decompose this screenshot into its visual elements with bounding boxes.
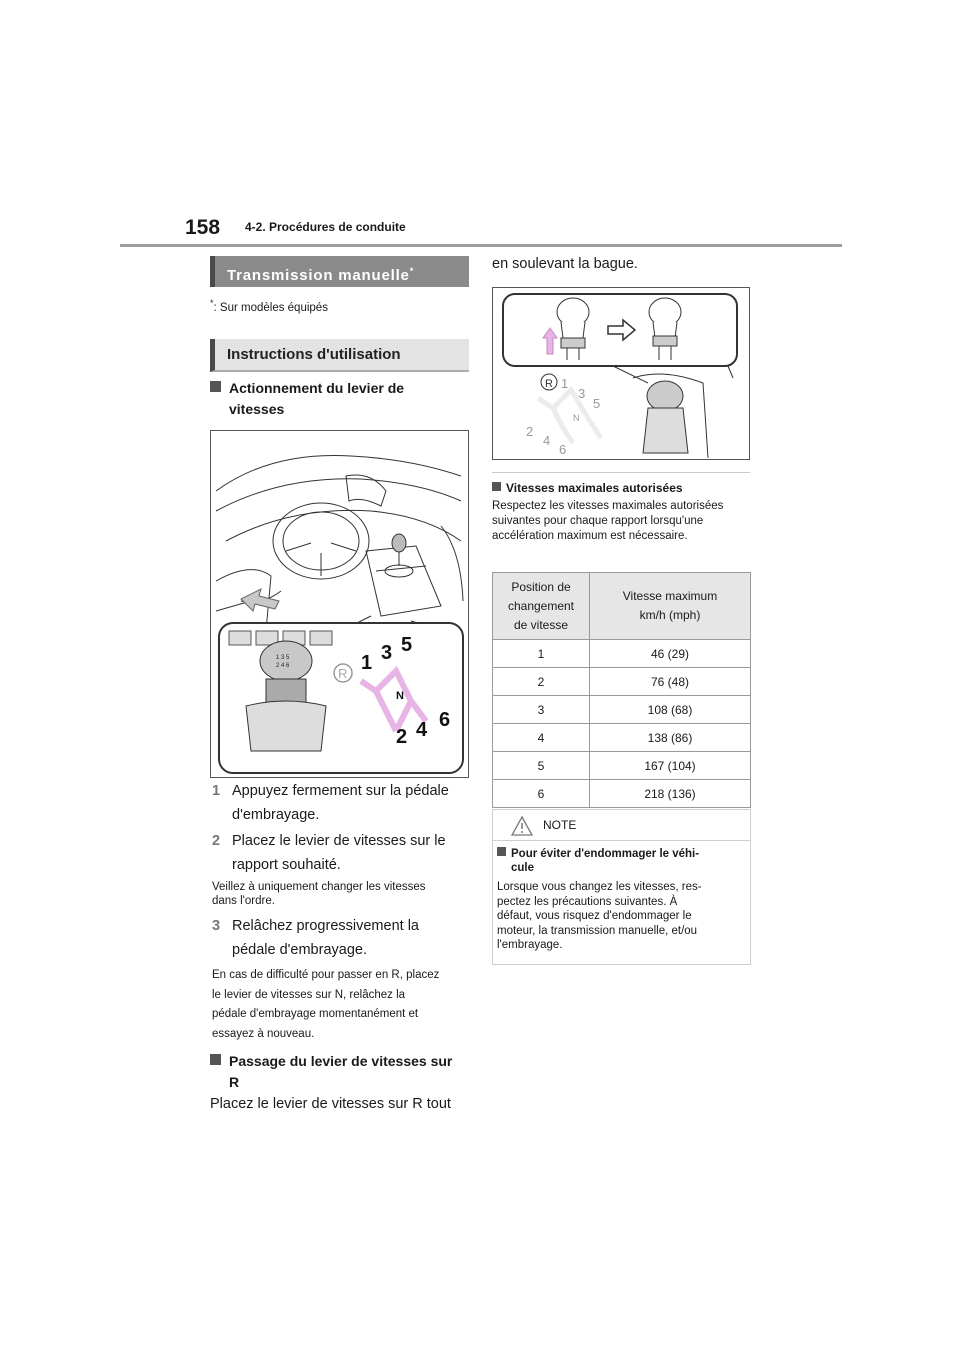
warning-triangle-icon [511,816,533,836]
figure-car-interior [210,430,469,778]
figure-reverse-ring [492,287,750,460]
section-title-bar [210,256,469,287]
table-row [493,752,751,780]
header-rule [120,244,842,247]
table-row [493,780,751,808]
reverse-difficulty-text: En cas de difficulté pour passer en R, placez le levier de vitesses sur N, relâchez la pédale d'embrayage momentanément et essayez à nouveau. [212,969,440,1040]
note-box [492,809,751,965]
gear-label-r: R [338,666,348,681]
reverse-ring-illustration [493,288,749,459]
bullet-square-icon [210,381,221,392]
step-3: 3 Relâchez progressivement la pédale d'embrayage. [212,918,419,958]
table-cell: 2 [493,668,590,696]
gear-label-6-small: 6 [559,442,567,457]
subsection-bar [210,339,469,372]
table-cell: 4 [493,724,590,752]
reverse-instruction-cont: en soulevant la bague. [492,256,638,272]
table-cell: 46 (29) [590,640,751,668]
gear-label-5: 5 [401,634,413,656]
separator-line [492,472,750,473]
table-cell: 5 [493,752,590,780]
table-row [493,668,751,696]
bullet-square-icon [492,482,501,491]
gear-label-r-small: R [545,378,553,390]
gear-label-n-small: N [573,413,580,423]
gear-label-2: 2 [396,726,408,748]
section-title-mark: * [409,266,415,276]
gear-label-1-small: 1 [561,376,569,391]
step-2: 2 Placez le levier de vitesses sur le rapport souhaité. [212,833,446,873]
reverse-instruction: Placez le levier de vitesses sur R tout [210,1096,451,1112]
table-cell: 108 (68) [590,696,751,724]
table-header-row [493,573,751,640]
footnote-mark: * [210,298,214,308]
table-cell: 3 [493,696,590,724]
note-header [493,810,750,841]
table-cell: 6 [493,780,590,808]
note-heading: Pour éviter d'endommager le véhi- cule [493,841,750,875]
table-cell: 218 (136) [590,780,751,808]
bullet-square-icon [210,1054,221,1065]
max-speed-table [492,572,751,808]
note-gear-order: Veillez à uniquement changer les vitesses dans l'ordre. [212,881,426,907]
note-body: Lorsque vous changez les vitesses, res- pectez les précautions suivantes. À défaut, vous risquez d'endommager le moteur, la transmission manuelle, et/ou l'embrayage. [497,881,702,951]
note-title: NOTE [543,818,577,832]
table-row [493,696,751,724]
table-row [493,640,751,668]
gear-label-2-small: 2 [526,424,534,439]
gear-label-1: 1 [361,652,373,674]
car-interior-illustration [211,431,468,777]
col-header-max-speed: Vitesse maximum km/h (mph) [590,573,751,640]
heading-lever-operation: Actionnement du levier de vitesses [210,378,470,420]
table-cell: 167 (104) [590,752,751,780]
section-title: Transmission manuelle [227,267,410,284]
heading-max-speeds: Vitesses maximales autorisées [492,481,683,495]
subsection-title: Instructions d'utilisation [227,346,401,363]
step-1: 1 Appuyez fermement sur la pédale d'embrayage. [212,783,449,823]
gear-label-n: N [396,690,404,702]
table-row [493,724,751,752]
gear-label-6: 6 [439,709,451,731]
table-cell: 1 [493,640,590,668]
page-number: 158 [185,216,221,239]
gear-label-5-small: 5 [593,396,601,411]
max-speeds-intro: Respectez les vitesses maximales autorisées suivantes pour chaque rapport lorsqu'une accélération maximum est nécessaire. [492,500,724,542]
table-cell: 138 (86) [590,724,751,752]
table-cell: 76 (48) [590,668,751,696]
heading-shift-to-reverse: Passage du levier de vitesses sur R [210,1051,472,1093]
bullet-square-icon [497,847,506,856]
col-header-gear-position: Position de changement de vitesse [493,573,590,640]
gear-label-3: 3 [381,642,393,664]
gear-label-3-small: 3 [578,386,586,401]
chapter-title: 4-2. Procédures de conduite [245,220,406,234]
knob-bottom-label: 2 4 6 [276,663,290,669]
footnote: *: Sur modèles équipés [210,298,328,314]
gear-label-4-small: 4 [543,433,551,448]
knob-top-label: 1 3 5 [276,655,290,661]
gear-label-4: 4 [416,719,428,741]
